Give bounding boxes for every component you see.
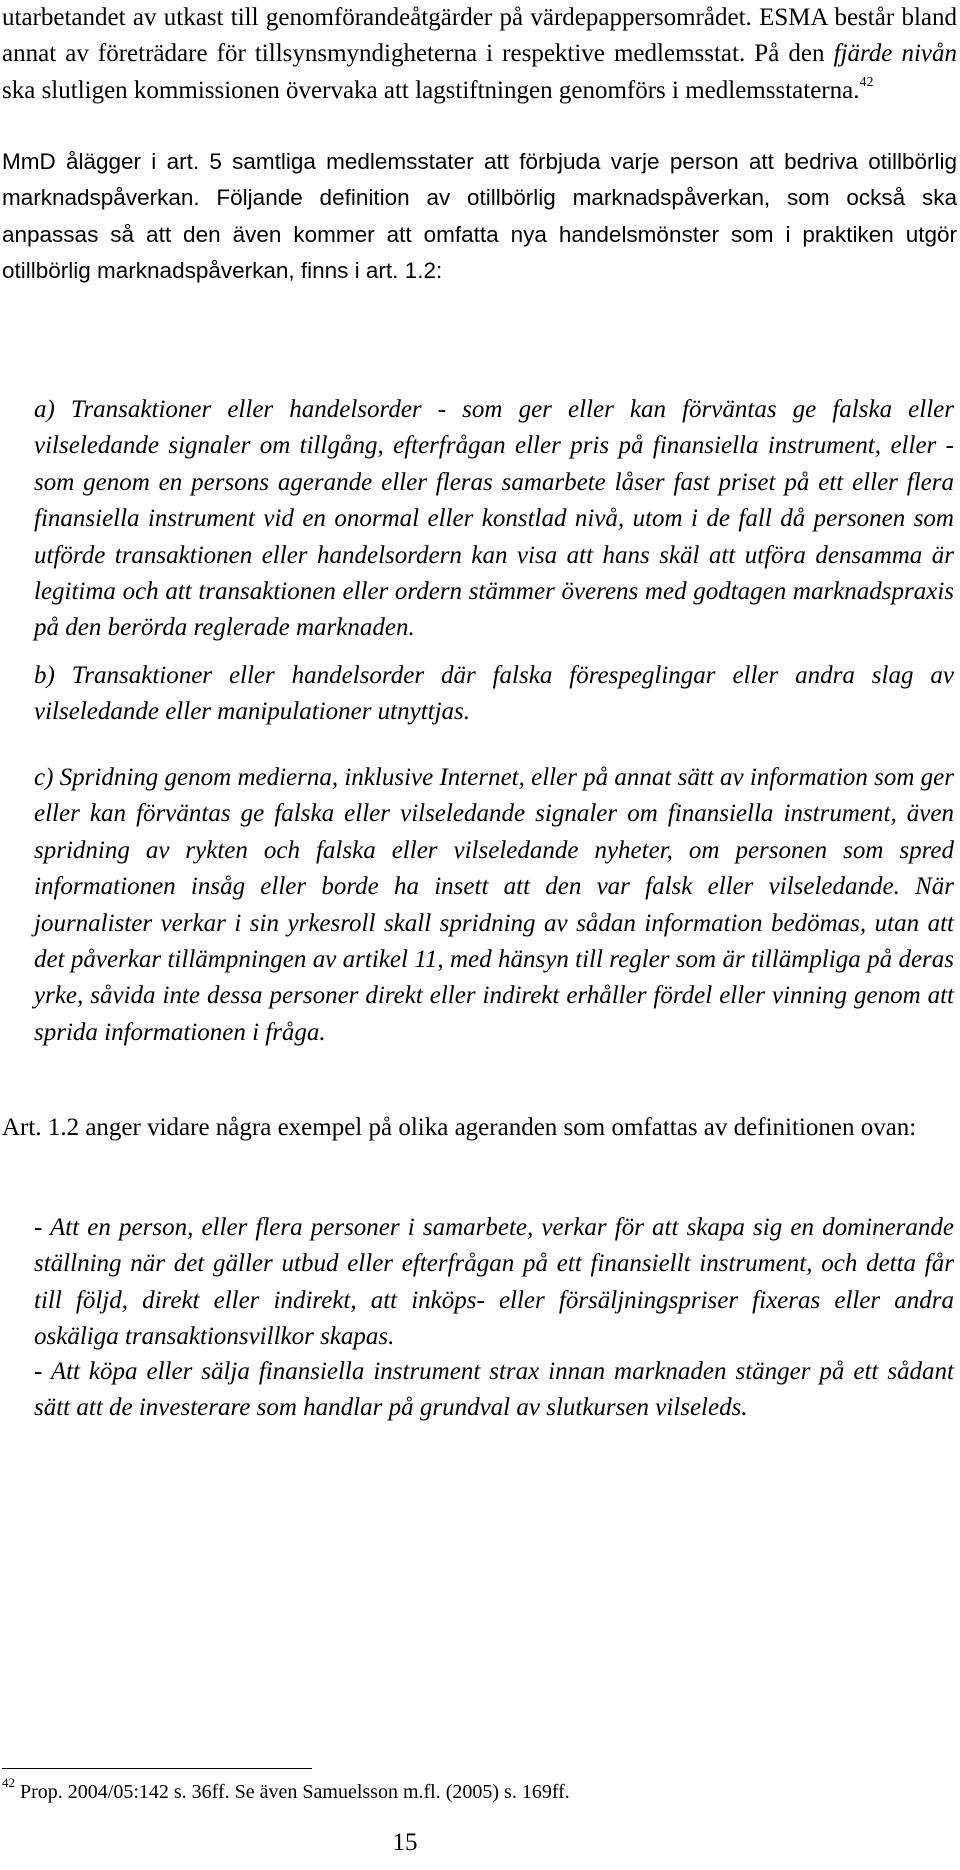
paragraph-text: utarbetandet av utkast till genomförandeåtgärder på värdepappersområdet. ESMA består bland annat av företrädare för tillsynsmyndigheterna i respektive medlemsstat. På den bbox=[2, 4, 957, 68]
paragraph-text: ska slutligen kommissionen övervaka att lagstiftningen genomförs i medlemsstaterna. bbox=[2, 76, 860, 104]
example-dominant-position: - Att en person, eller flera personer i samarbete, verkar för att skapa sig en dominerande ställning när det gäller utbud eller efterfrågan på ett finansiellt instrument, och detta får till följd, direkt eller indirekt, att inköps- eller försäljningspriser fixeras eller andra oskäliga transaktionsvillkor skapas. bbox=[34, 1214, 954, 1351]
quote-item-c: c) Spridning genom medierna, inklusive Internet, eller på annat sätt av information som ger eller kan förväntas ge falska eller vilseledande signaler om finansiella instrument, även spridning av rykten och falska eller vilseledande nyheter, om personen som spred informationen insåg eller borde ha insett att den var falsk eller vilseledande. När journalister verkar i sin yrkesroll skall spridning av sådan information bedömas, utan att det påverkar tillämpningen av artikel 11, med hänsyn till regler som är tillämpliga på deras yrke, såvida inte dessa personer direkt eller indirekt erhåller fördel eller vinning genom att sprida informationen i fråga. bbox=[34, 764, 955, 1046]
footnote bbox=[2, 1775, 902, 1806]
paragraph-article-1-2: Art. 1.2 anger vidare några exempel på olika ageranden som omfattas av definitionen ovan: bbox=[2, 1114, 917, 1141]
example-closing-price: - Att köpa eller sälja finansiella instrument strax innan marknaden stänger på ett sådant sätt att de investerare som handlar på grundval av slutkursen vilseleds. bbox=[34, 1358, 954, 1422]
footnote-divider bbox=[2, 1768, 312, 1769]
page-number: 15 bbox=[392, 1829, 418, 1856]
footnote-number: 42 bbox=[2, 1775, 15, 1791]
emphasis-fourth-level: fjärde nivån bbox=[833, 40, 957, 68]
quote-item-b: b) Transaktioner eller handelsorder där falska förespeglingar eller andra slag av vilseledande eller manipulationer utnyttjas. bbox=[34, 662, 954, 726]
footnote-reference[interactable]: 42 bbox=[859, 75, 874, 91]
paragraph-mmd-article5: MmD ålägger i art. 5 samtliga medlemsstater att förbjuda varje person att bedriva otillbörlig marknadspåverkan. Följande definition av otillbörlig marknadspåverkan, som också ska anpassas så att den även kommer att omfatta nya handelsmönster som i praktiken utgör otillbörlig marknadspåverkan, finns i art. 1.2: bbox=[2, 149, 957, 284]
quote-item-a: a) Transaktioner eller handelsorder - som ger eller kan förväntas ge falska eller vilseledande signaler om tillgång, efterfrågan eller pris på finansiella instrument, eller - som genom en persons agerande eller fleras samarbete låser fast priset på ett eller flera finansiella instrument vid en onormal eller konstlad nivå, utom i de fall då personen som utförde transaktionen eller handelsordern kan visa att hans skäl att utföra densamma är legitima och att transaktionen eller ordern stämmer överens med godtagen marknadspraxis på den berörda reglerade marknaden. bbox=[34, 396, 954, 642]
footnote-text: Prop. 2004/05:142 s. 36ff. Se även Samuelsson m.fl. (2005) s. 169ff. bbox=[20, 1781, 570, 1803]
paragraph-esma-levels bbox=[2, 0, 957, 109]
